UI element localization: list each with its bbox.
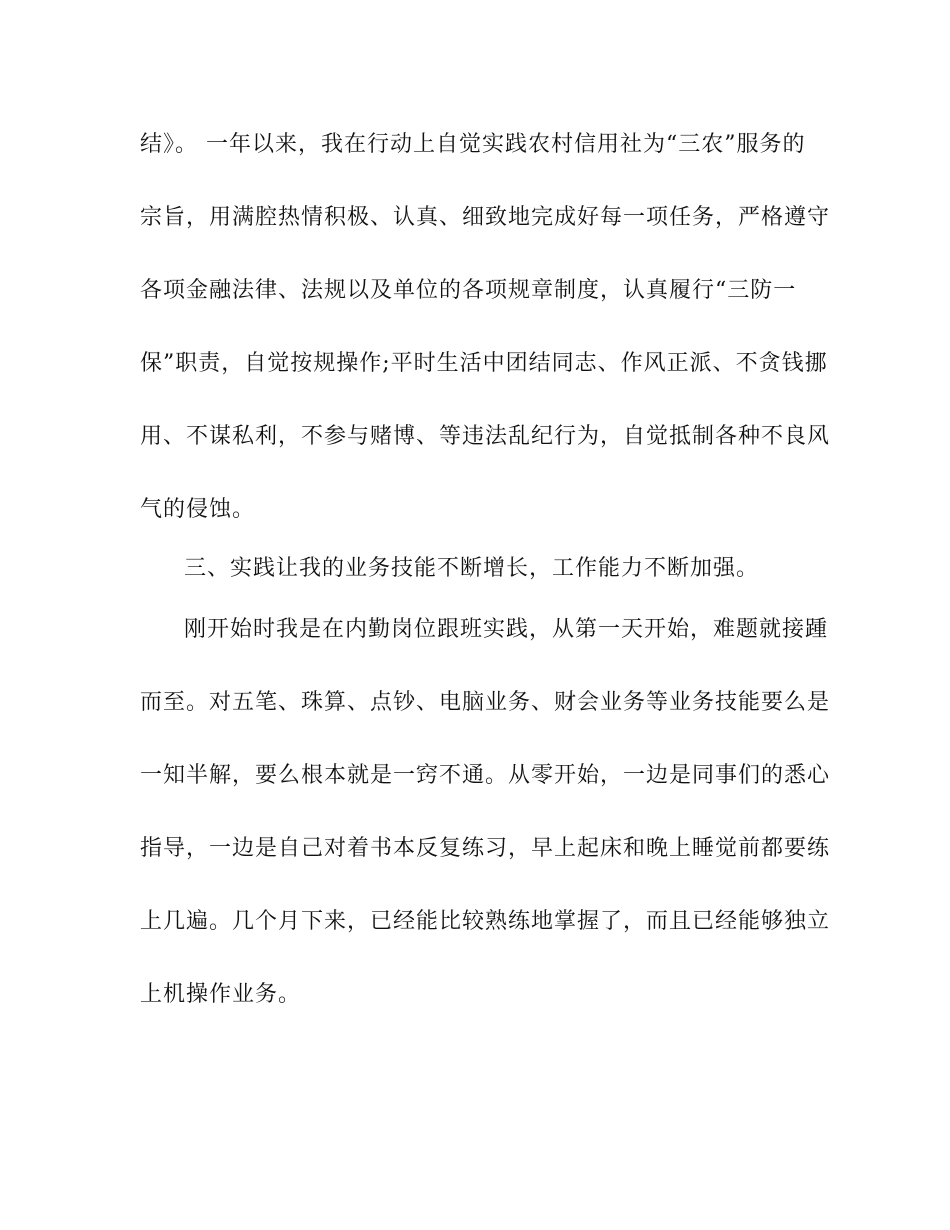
text-line: 上机操作业务。 [140,982,302,1007]
text-line: 结》。 一年以来，我在行动上自觉实践农村信用社为“三农”服务的 [140,132,806,157]
section-heading: 三、实践让我的业务技能不断增长，工作能力不断加强。 [184,556,760,581]
text-line: 一知半解，要么根本就是一窍不通。从零开始，一边是同事们的悉心 [140,763,831,788]
text-line: 各项金融法律、法规以及单位的各项规章制度，认真履行“三防一 [140,278,797,303]
text-line: 宗旨，用满腔热情积极、认真、细致地完成好每一项任务，严格遵守 [140,205,831,230]
text-line: 指导，一边是自己对着书本反复练习，早上起床和晚上睡觉前都要练 [140,836,831,861]
text-line: 保”职责，自觉按规操作;平时生活中团结同志、作风正派、不贪钱挪 [140,351,828,376]
text-line: 而至。对五笔、珠算、点钞、电脑业务、财会业务等业务技能要么是 [140,690,831,715]
text-line: 用、不谋私利，不参与赌博、等违法乱纪行为，自觉抵制各种不良风 [140,424,831,449]
text-line: 上几遍。几个月下来，已经能比较熟练地掌握了，而且已经能够独立 [140,909,831,934]
text-line: 气的侵蚀。 [140,497,256,522]
text-line: 刚开始时我是在内勤岗位跟班实践，从第一天开始，难题就接踵 [184,617,829,642]
